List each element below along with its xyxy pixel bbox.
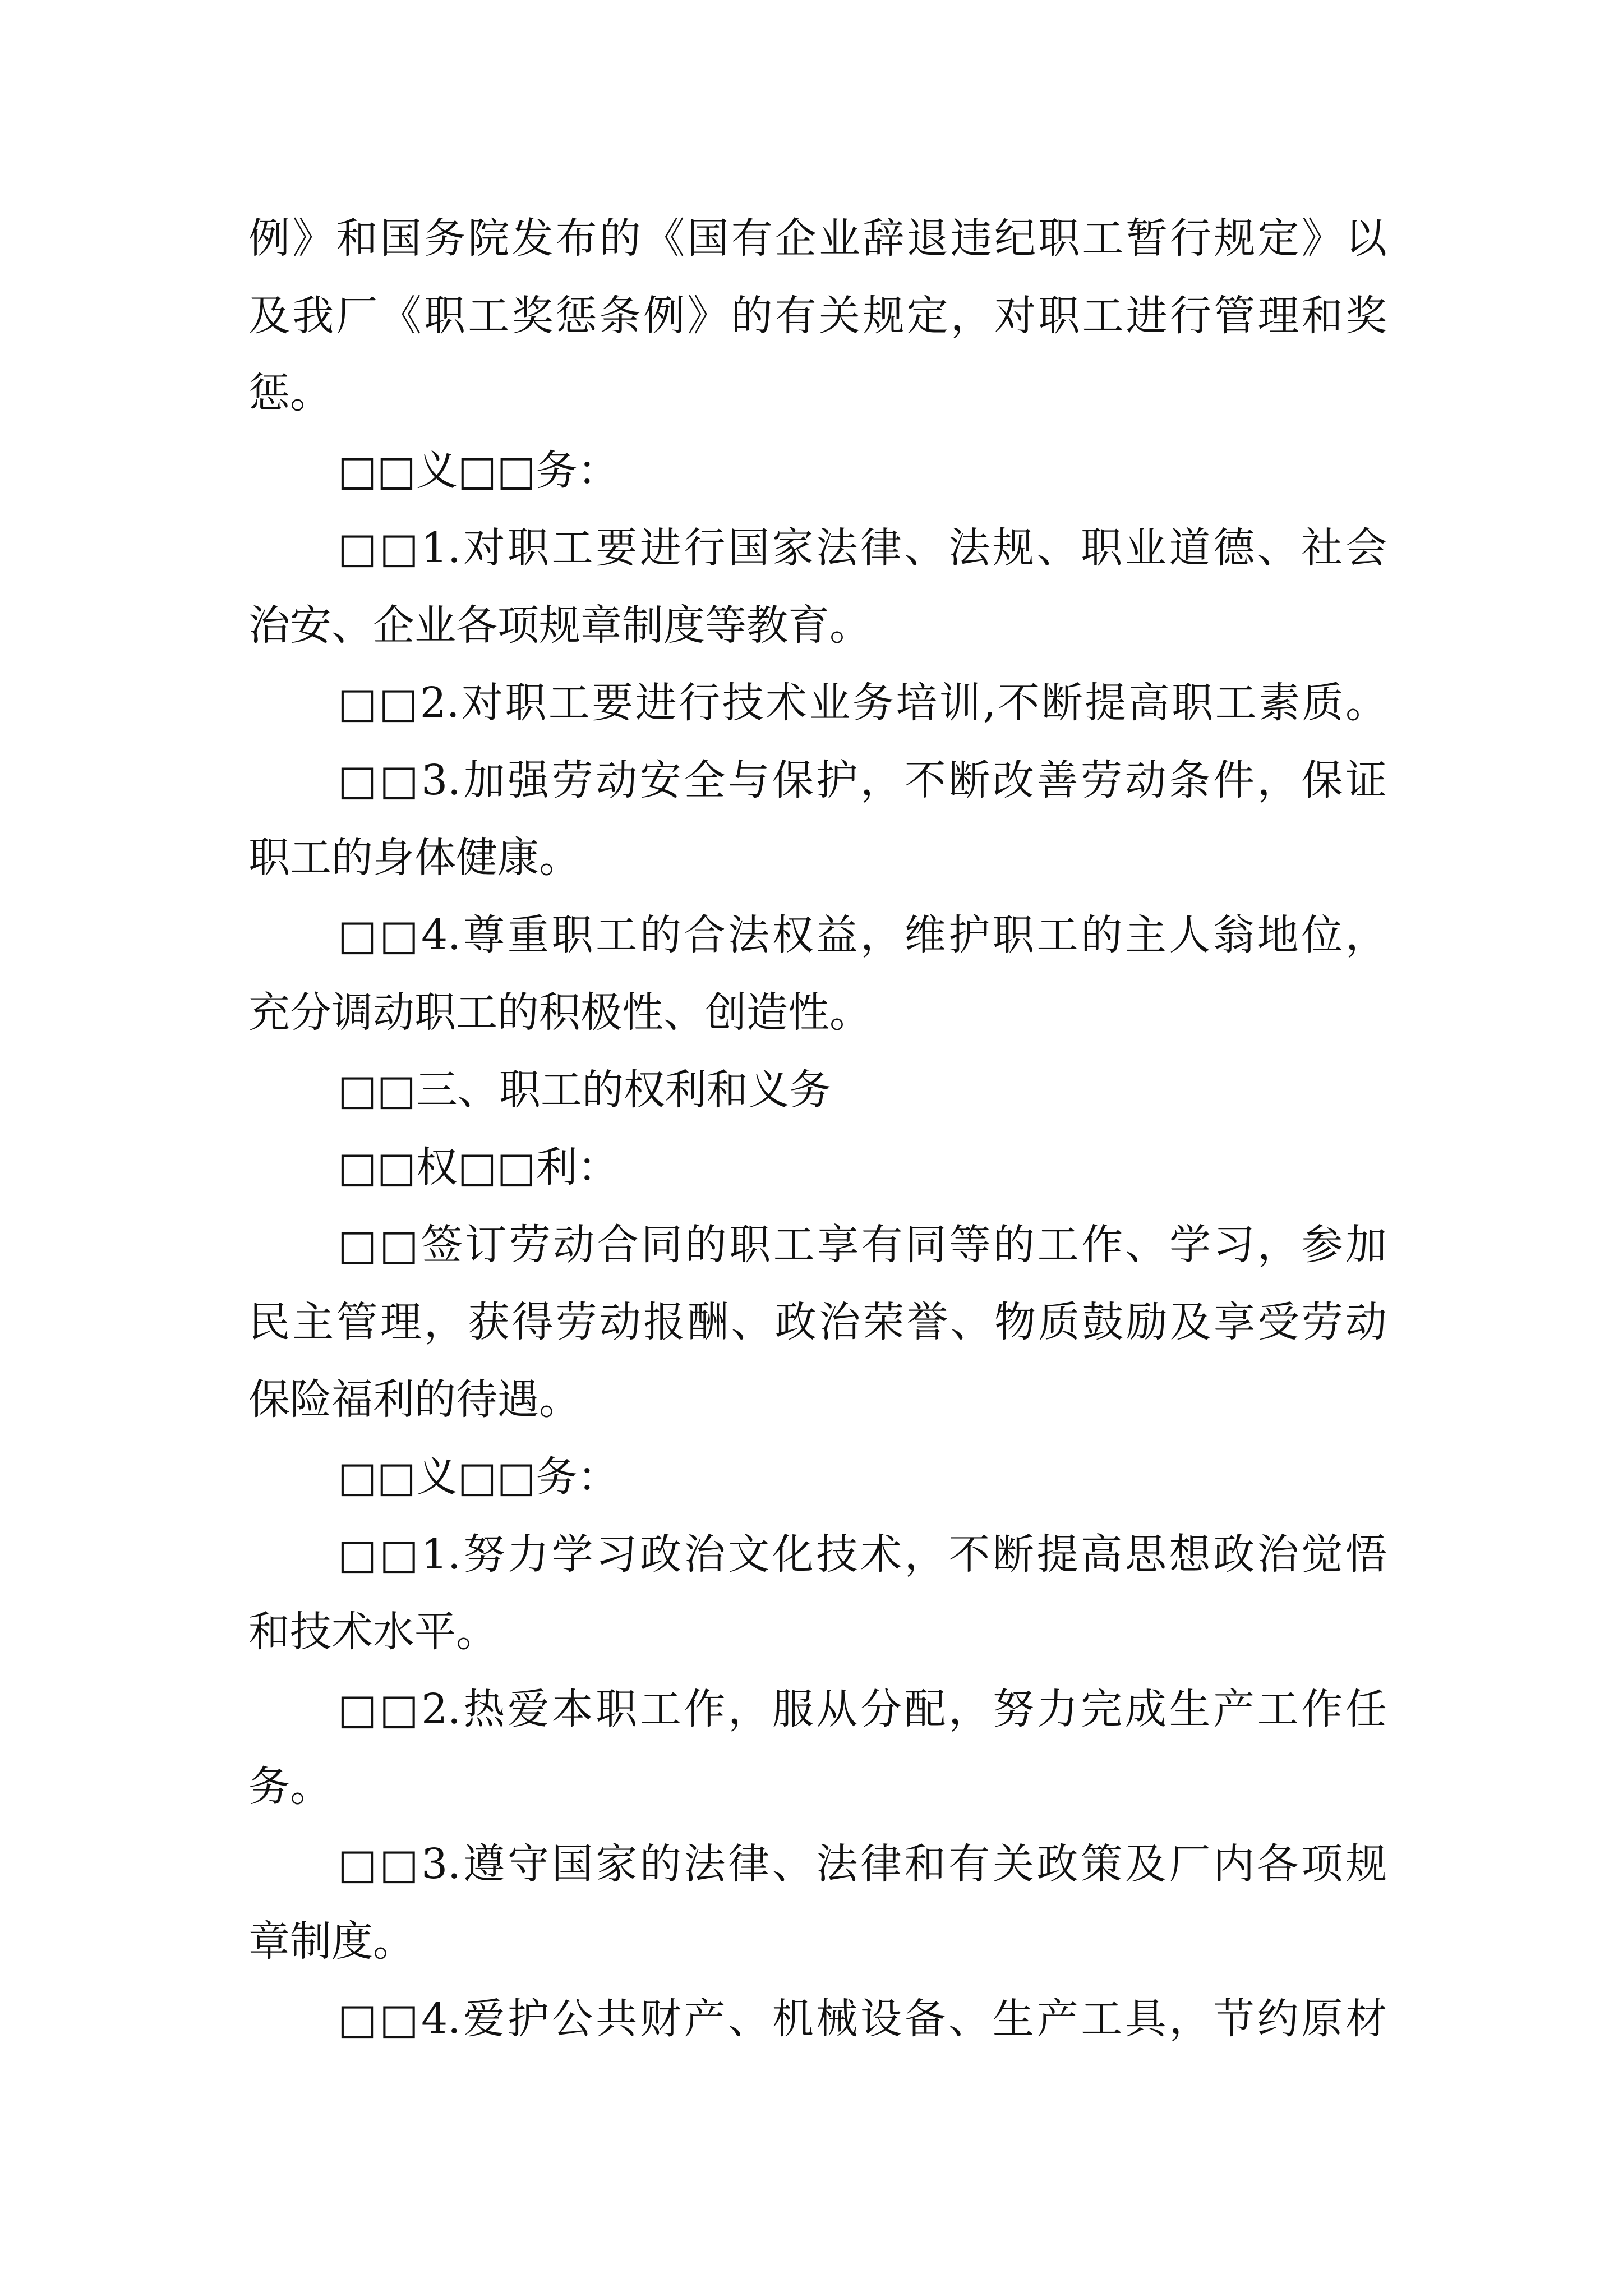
text-line-1: 例》和国务院发布的《国有企业辞退违纪职工暂行规定》以 [248, 214, 1387, 263]
text-line-7: □□2.对职工要进行技术业务培训,不断提高职工素质。 [338, 679, 1387, 727]
text-line-21: 务。 [248, 1763, 331, 1811]
text-line-2: 及我厂《职工奖惩条例》的有关规定，对职工进行管理和奖 [248, 292, 1387, 340]
section-heading-rights: □□权□□利： [338, 1143, 619, 1191]
text-line-24: □□4.爱护公共财产、机械设备、生产工具，节约原材 [338, 1995, 1387, 2043]
text-line-5: □□1.对职工要进行国家法律、法规、职业道德、社会 [338, 524, 1387, 572]
text-line-22: □□3.遵守国家的法律、法律和有关政策及厂内各项规 [338, 1840, 1387, 1888]
text-line-23: 章制度。 [248, 1917, 414, 1966]
text-line-6: 治安、企业各项规章制度等教育。 [248, 601, 871, 650]
text-line-11: 充分调动职工的积极性、创造性。 [248, 988, 871, 1037]
text-line-19: 和技术水平。 [248, 1608, 497, 1656]
text-line-15: 民主管理，获得劳动报酬、政治荣誉、物质鼓励及享受劳动 [248, 1298, 1387, 1346]
text-line-18: □□1.努力学习政治文化技术，不断提高思想政治觉悟 [338, 1530, 1387, 1579]
text-line-3: 惩。 [248, 369, 331, 417]
section-heading-rights-duties: □□三、职工的权利和义务 [338, 1066, 831, 1114]
text-line-8: □□3.加强劳动安全与保护，不断改善劳动条件，保证 [338, 756, 1387, 804]
section-heading-duties: □□义□□务： [338, 447, 619, 495]
text-line-14: □□签订劳动合同的职工享有同等的工作、学习，参加 [338, 1221, 1387, 1269]
text-line-9: 职工的身体健康。 [248, 834, 580, 882]
text-line-20: □□2.热爱本职工作，服从分配，努力完成生产工作任 [338, 1685, 1387, 1733]
text-line-16: 保险福利的待遇。 [248, 1375, 580, 1424]
text-line-10: □□4.尊重职工的合法权益，维护职工的主人翁地位， [338, 911, 1387, 959]
section-heading-duties-2: □□义□□务： [338, 1453, 619, 1501]
